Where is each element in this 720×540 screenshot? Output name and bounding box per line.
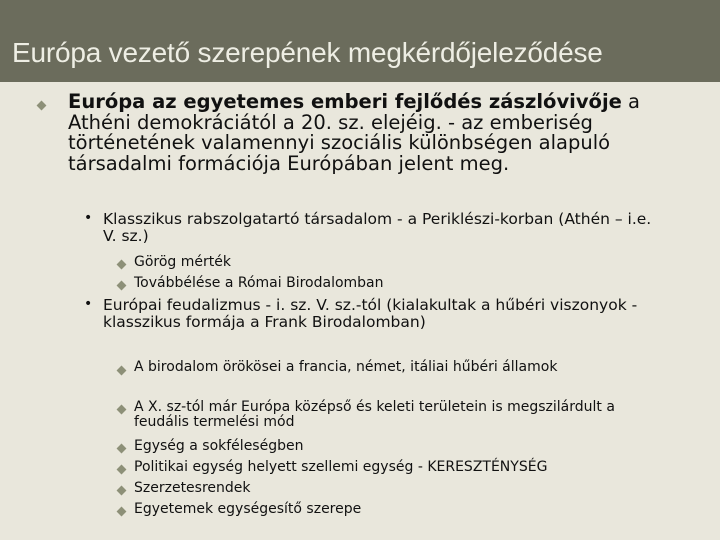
title-bar <box>0 0 720 82</box>
main-bullet-rest: a Athéni demokráciától a 20. sz. elejéig. - az emberiség történetének valamennyi szociális különbségen alapuló társadalmi formációja Európában jelent meg. <box>68 90 641 175</box>
diamond-bullet-icon <box>37 101 47 111</box>
diamond-bullet-icon <box>117 281 127 291</box>
diamond-bullet-icon <box>117 507 127 517</box>
sub-item-2-6: Egyetemek egységesítő szerepe <box>134 501 362 517</box>
diamond-bullet-icon <box>117 465 127 475</box>
sub-item-2-1: A birodalom örökösei a francia, német, itáliai hűbéri államok <box>134 359 558 375</box>
sub-item-1-1: Görög mérték <box>134 254 231 270</box>
diamond-bullet-icon <box>117 405 127 415</box>
main-bullet <box>68 92 708 174</box>
main-bullet-bold: Európa az egyetemes emberi fejlődés zászlóvivője <box>68 90 622 113</box>
dot-bullet-icon: • <box>84 210 93 226</box>
sub-item-2-2: A X. sz-tól már Európa középső és keleti területein is megszilárdult a feudális termelési mód <box>134 399 615 430</box>
slide-title: Európa vezető szerepének megkérdőjeleződése <box>12 37 603 68</box>
dot-bullet-icon: • <box>84 296 93 312</box>
sub-bullet-2: Európai feudalizmus - i. sz. V. sz.-tól (kialakultak a hűbéri viszonyok - klasszikus formája a Frank Birodalomban) <box>103 296 638 331</box>
sub-bullet-1: Klasszikus rabszolgatartó társadalom - a Periklészi-korban (Athén – i.e. V. sz.) <box>103 210 652 245</box>
sub-item-2-5: Szerzetesrendek <box>134 480 251 496</box>
diamond-bullet-icon <box>117 486 127 496</box>
diamond-bullet-icon <box>117 366 127 376</box>
diamond-bullet-icon <box>117 444 127 454</box>
sub-item-2-4: Politikai egység helyett szellemi egység - KERESZTÉNYSÉG <box>134 459 548 475</box>
sub-item-1-2: Továbbélése a Római Birodalomban <box>134 275 384 291</box>
diamond-bullet-icon <box>117 260 127 270</box>
sub-item-2-3: Egység a sokféleségben <box>134 438 304 454</box>
